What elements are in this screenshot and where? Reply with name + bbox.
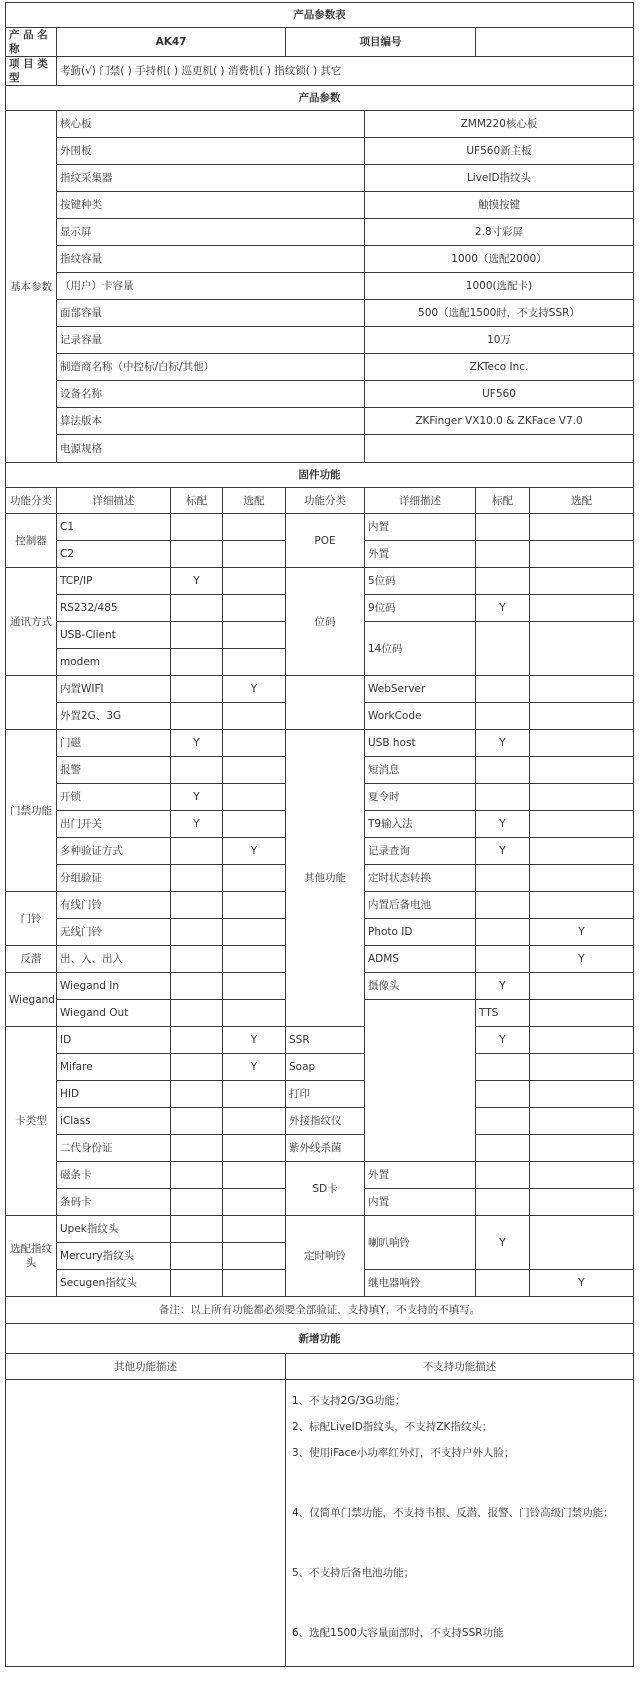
param-name: 按键种类: [57, 192, 365, 219]
feature-std: [476, 1135, 530, 1162]
feature-desc: Wiegand In: [57, 973, 171, 1000]
param-value: ZKFinger VX10.0 & ZKFace V7.0: [365, 408, 634, 435]
param-name: （用户）卡容量: [57, 273, 365, 300]
project-type-label: 项 目 类 型: [6, 57, 57, 86]
feature-std: Y: [171, 568, 223, 595]
feature-opt: Y: [223, 1027, 286, 1054]
param-name: 指纹容量: [57, 246, 365, 273]
feature-opt: [223, 1216, 286, 1243]
category-other: 其他功能: [286, 730, 365, 1027]
param-name: 指纹采集器: [57, 165, 365, 192]
feature-desc: modem: [57, 649, 171, 676]
param-name: 电源规格: [57, 435, 365, 463]
feature-std: [171, 595, 223, 622]
feature-std: [171, 649, 223, 676]
feature-opt: [223, 1243, 286, 1270]
feature-desc: 9位码: [365, 595, 476, 622]
feature-opt: [223, 919, 286, 946]
feature-opt: [223, 1108, 286, 1135]
params-section-title: 产品参数: [6, 86, 634, 111]
feature-std: [171, 757, 223, 784]
feature-desc: 外置2G、3G: [57, 703, 171, 730]
category-anti-passback: 反潜: [6, 946, 57, 973]
feature-desc: 出门开关: [57, 811, 171, 838]
feature-desc: 出、入、出入: [57, 946, 171, 973]
feature-std: [476, 919, 530, 946]
feature-std: [476, 1270, 530, 1297]
feature-opt: [223, 622, 286, 649]
firmware-col-header: 标配: [171, 488, 223, 514]
feature-std: [171, 946, 223, 973]
feature-std: [476, 1081, 530, 1108]
feature-std: [476, 514, 530, 541]
firmware-section-title: 固件功能: [6, 463, 634, 488]
category-communication-cont: [6, 676, 57, 730]
feature-std: [476, 676, 530, 703]
feature-opt: [223, 730, 286, 757]
feature-std: [171, 1189, 223, 1216]
feature-desc: C1: [57, 514, 171, 541]
feature-opt: [223, 1135, 286, 1162]
list-item: 6、选配1500大容量面部时，不支持SSR功能: [292, 1627, 504, 1639]
param-value: 500（选配1500时，不支持SSR）: [365, 300, 634, 327]
category-card-type: 卡类型: [6, 1027, 57, 1216]
feature-std: Y: [171, 811, 223, 838]
category-fingerprint-head: 选配指纹头: [6, 1216, 57, 1297]
feature-desc: 定时状态转换: [365, 865, 476, 892]
feature-std: [171, 838, 223, 865]
feature-opt: [530, 703, 634, 730]
other-features-text: [6, 1380, 286, 1667]
feature-opt: [223, 811, 286, 838]
feature-desc: 外接指纹仪: [286, 1108, 365, 1135]
feature-opt: [223, 568, 286, 595]
category-controller: 控制器: [6, 514, 57, 568]
feature-std: [171, 1108, 223, 1135]
feature-opt: [530, 1189, 634, 1216]
list-item: 4、仅简单门禁功能，不支持韦根、反潜、报警、门铃高级门禁功能；: [292, 1507, 614, 1519]
feature-desc: TCP/IP: [57, 568, 171, 595]
feature-opt: [223, 649, 286, 676]
feature-opt: [223, 541, 286, 568]
project-no-label: 项目编号: [286, 28, 476, 57]
list-item: 2、标配LiveID指纹头，不支持ZK指纹头；: [292, 1421, 493, 1433]
feature-opt: [530, 1027, 634, 1054]
feature-desc: 记录查询: [365, 838, 476, 865]
feature-opt: [530, 757, 634, 784]
feature-opt: [530, 1162, 634, 1189]
feature-std: [171, 676, 223, 703]
feature-std: Y: [476, 730, 530, 757]
feature-std: [476, 568, 530, 595]
feature-desc: 5位码: [365, 568, 476, 595]
basic-params-label: 基本参数: [6, 111, 57, 463]
feature-opt: [223, 946, 286, 973]
feature-desc: 无线门铃: [57, 919, 171, 946]
feature-desc: 磁条卡: [57, 1162, 171, 1189]
feature-desc: 外置: [365, 541, 476, 568]
feature-std: Y: [476, 973, 530, 1000]
feature-desc: 内置: [365, 514, 476, 541]
feature-std: [476, 1108, 530, 1135]
feature-desc: ID: [57, 1027, 171, 1054]
feature-std: Y: [476, 811, 530, 838]
feature-desc: 二代身份证: [57, 1135, 171, 1162]
feature-std: Y: [171, 784, 223, 811]
feature-opt: [223, 757, 286, 784]
feature-desc: 紫外线杀菌: [286, 1135, 365, 1162]
param-name: 显示屏: [57, 219, 365, 246]
feature-opt: [530, 1054, 634, 1081]
feature-std: Y: [476, 1216, 530, 1270]
firmware-col-header: 详细描述: [365, 488, 476, 514]
feature-opt: [530, 622, 634, 676]
feature-std: [171, 973, 223, 1000]
feature-opt: Y: [223, 676, 286, 703]
feature-desc: 继电器响铃: [365, 1270, 476, 1297]
feature-desc: 多种验证方式: [57, 838, 171, 865]
feature-opt: [530, 730, 634, 757]
feature-opt: [223, 1270, 286, 1297]
project-type-value: 考勤(√) 门禁( ) 手持机( ) 巡更机( ) 消费机( ) 指纹锁( ) 其它: [57, 57, 634, 86]
param-value: ZKTeco Inc.: [365, 354, 634, 381]
feature-opt: [223, 892, 286, 919]
table-title: 产品参数表: [6, 3, 634, 28]
feature-desc: 打印: [286, 1081, 365, 1108]
feature-opt: [223, 595, 286, 622]
new-features-section-title: 新增功能: [6, 1324, 634, 1354]
feature-desc: 喇叭响铃: [365, 1216, 476, 1270]
feature-std: [476, 757, 530, 784]
feature-desc: 短消息: [365, 757, 476, 784]
feature-std: [171, 514, 223, 541]
feature-std: [476, 541, 530, 568]
feature-desc: RS232/485: [57, 595, 171, 622]
feature-desc: 报警: [57, 757, 171, 784]
firmware-col-header: 标配: [476, 488, 530, 514]
feature-opt: [530, 595, 634, 622]
feature-std: [171, 892, 223, 919]
feature-opt: Y: [223, 1054, 286, 1081]
param-name: 设备名称: [57, 381, 365, 408]
feature-desc: T9输入法: [365, 811, 476, 838]
feature-desc: 内置: [365, 1189, 476, 1216]
feature-opt: [530, 838, 634, 865]
feature-desc: 开锁: [57, 784, 171, 811]
feature-desc: 14位码: [365, 622, 476, 676]
feature-opt: [530, 784, 634, 811]
feature-std: [171, 541, 223, 568]
feature-desc: HID: [57, 1081, 171, 1108]
feature-desc: Mercury指纹头: [57, 1243, 171, 1270]
firmware-note: 备注：以上所有功能都必须要全部验证，支持填Y，不支持的不填写。: [6, 1297, 634, 1324]
feature-std: [171, 1054, 223, 1081]
category-timed-bell: 定时响铃: [286, 1216, 365, 1297]
param-value: LiveID指纹头: [365, 165, 634, 192]
feature-std: [476, 865, 530, 892]
feature-opt: [223, 1000, 286, 1027]
unsupported-features-list: [286, 1380, 634, 1667]
feature-std: Y: [171, 730, 223, 757]
feature-desc: Photo ID: [365, 919, 476, 946]
feature-opt: Y: [223, 838, 286, 865]
feature-desc: 门磁: [57, 730, 171, 757]
param-value: ZMM220核心板: [365, 111, 634, 138]
feature-std: [171, 1027, 223, 1054]
feature-opt: [530, 541, 634, 568]
feature-desc: Wiegand Out: [57, 1000, 171, 1027]
param-value: 1000（选配2000）: [365, 246, 634, 273]
feature-desc: USB host: [365, 730, 476, 757]
param-value: 1000(选配卡): [365, 273, 634, 300]
feature-opt: [530, 568, 634, 595]
category-sd-card: SD卡: [286, 1162, 365, 1216]
feature-std: [171, 1135, 223, 1162]
feature-desc: TTS: [476, 1000, 530, 1027]
feature-std: [476, 1054, 530, 1081]
feature-std: [171, 703, 223, 730]
feature-opt: [223, 865, 286, 892]
feature-opt: [530, 973, 634, 1000]
project-no-value: [476, 28, 634, 57]
feature-desc: ADMS: [365, 946, 476, 973]
product-parameter-table: [5, 2, 634, 1667]
feature-opt: [223, 514, 286, 541]
param-value: [365, 435, 634, 463]
firmware-col-header: 选配: [530, 488, 634, 514]
firmware-col-header: 选配: [223, 488, 286, 514]
product-name-label: 产 品 名 称: [6, 28, 57, 57]
category-other-bottom: [365, 1000, 476, 1162]
feature-desc: 外置: [365, 1162, 476, 1189]
feature-std: [171, 1243, 223, 1270]
list-item: 1、不支持2G/3G功能；: [292, 1395, 406, 1407]
feature-std: [171, 1270, 223, 1297]
param-name: 制造商名称（中控标/白标/其他）: [57, 354, 365, 381]
feature-desc: C2: [57, 541, 171, 568]
feature-desc: iClass: [57, 1108, 171, 1135]
feature-desc: 摄像头: [365, 973, 476, 1000]
feature-opt: [223, 1162, 286, 1189]
feature-std: [476, 892, 530, 919]
feature-std: [171, 865, 223, 892]
category-other-top: [286, 676, 365, 730]
feature-desc: Upek指纹头: [57, 1216, 171, 1243]
param-value: UF560: [365, 381, 634, 408]
feature-desc: 夏令时: [365, 784, 476, 811]
category-bitcode: 位码: [286, 568, 365, 676]
feature-opt: [530, 514, 634, 541]
unsupported-features-header: 不支持功能描述: [286, 1354, 634, 1380]
feature-std: [171, 1162, 223, 1189]
feature-std: Y: [476, 838, 530, 865]
feature-std: [476, 1189, 530, 1216]
feature-opt: [530, 1108, 634, 1135]
feature-desc: SSR: [286, 1027, 365, 1054]
feature-desc: WebServer: [365, 676, 476, 703]
category-access-control: 门禁功能: [6, 730, 57, 892]
feature-opt: [223, 703, 286, 730]
feature-std: [171, 1000, 223, 1027]
feature-desc: 有线门铃: [57, 892, 171, 919]
feature-std: [171, 919, 223, 946]
feature-desc: 内置后备电池: [365, 892, 476, 919]
feature-std: [476, 784, 530, 811]
feature-opt: Y: [530, 919, 634, 946]
feature-std: [171, 1081, 223, 1108]
feature-opt: [223, 1189, 286, 1216]
param-value: 10万: [365, 327, 634, 354]
param-name: 记录容量: [57, 327, 365, 354]
feature-opt: [530, 676, 634, 703]
param-value: 触摸按键: [365, 192, 634, 219]
firmware-col-header: 功能分类: [6, 488, 57, 514]
param-name: 面部容量: [57, 300, 365, 327]
category-poe: POE: [286, 514, 365, 568]
feature-desc: 内置WIFI: [57, 676, 171, 703]
param-value: 2.8寸彩屏: [365, 219, 634, 246]
list-item: 3、使用iFace小功率红外灯，不支持户外人脸；: [292, 1447, 515, 1459]
list-item: 5、不支持后备电池功能；: [292, 1567, 415, 1579]
feature-opt: [530, 1135, 634, 1162]
param-name: 算法版本: [57, 408, 365, 435]
feature-opt: [530, 811, 634, 838]
feature-std: [476, 1162, 530, 1189]
feature-desc: 分组验证: [57, 865, 171, 892]
feature-opt: [530, 1216, 634, 1270]
feature-std: Y: [476, 595, 530, 622]
feature-desc: Soap: [286, 1054, 365, 1081]
feature-std: [476, 946, 530, 973]
feature-opt: [530, 865, 634, 892]
category-wiegand: Wiegand: [6, 973, 57, 1027]
firmware-col-header: 详细描述: [57, 488, 171, 514]
feature-std: [476, 622, 530, 676]
feature-std: Y: [476, 1027, 530, 1054]
feature-std: [530, 1000, 634, 1027]
feature-desc: 条码卡: [57, 1189, 171, 1216]
category-doorbell: 门铃: [6, 892, 57, 946]
feature-desc: USB-Client: [57, 622, 171, 649]
param-name: 外围板: [57, 138, 365, 165]
product-name-value: AK47: [57, 28, 286, 57]
feature-desc: WorkCode: [365, 703, 476, 730]
feature-opt: [223, 784, 286, 811]
feature-opt: [223, 973, 286, 1000]
feature-desc: Secugen指纹头: [57, 1270, 171, 1297]
feature-opt: Y: [530, 946, 634, 973]
feature-opt: Y: [530, 1270, 634, 1297]
feature-desc: Mifare: [57, 1054, 171, 1081]
param-name: 核心板: [57, 111, 365, 138]
feature-std: [476, 703, 530, 730]
feature-opt: [530, 892, 634, 919]
category-communication: 通讯方式: [6, 568, 57, 676]
firmware-col-header: 功能分类: [286, 488, 365, 514]
feature-opt: [223, 1081, 286, 1108]
other-features-header: 其他功能描述: [6, 1354, 286, 1380]
feature-std: [171, 1216, 223, 1243]
feature-std: [171, 622, 223, 649]
feature-opt: [530, 1081, 634, 1108]
param-value: UF560新主板: [365, 138, 634, 165]
